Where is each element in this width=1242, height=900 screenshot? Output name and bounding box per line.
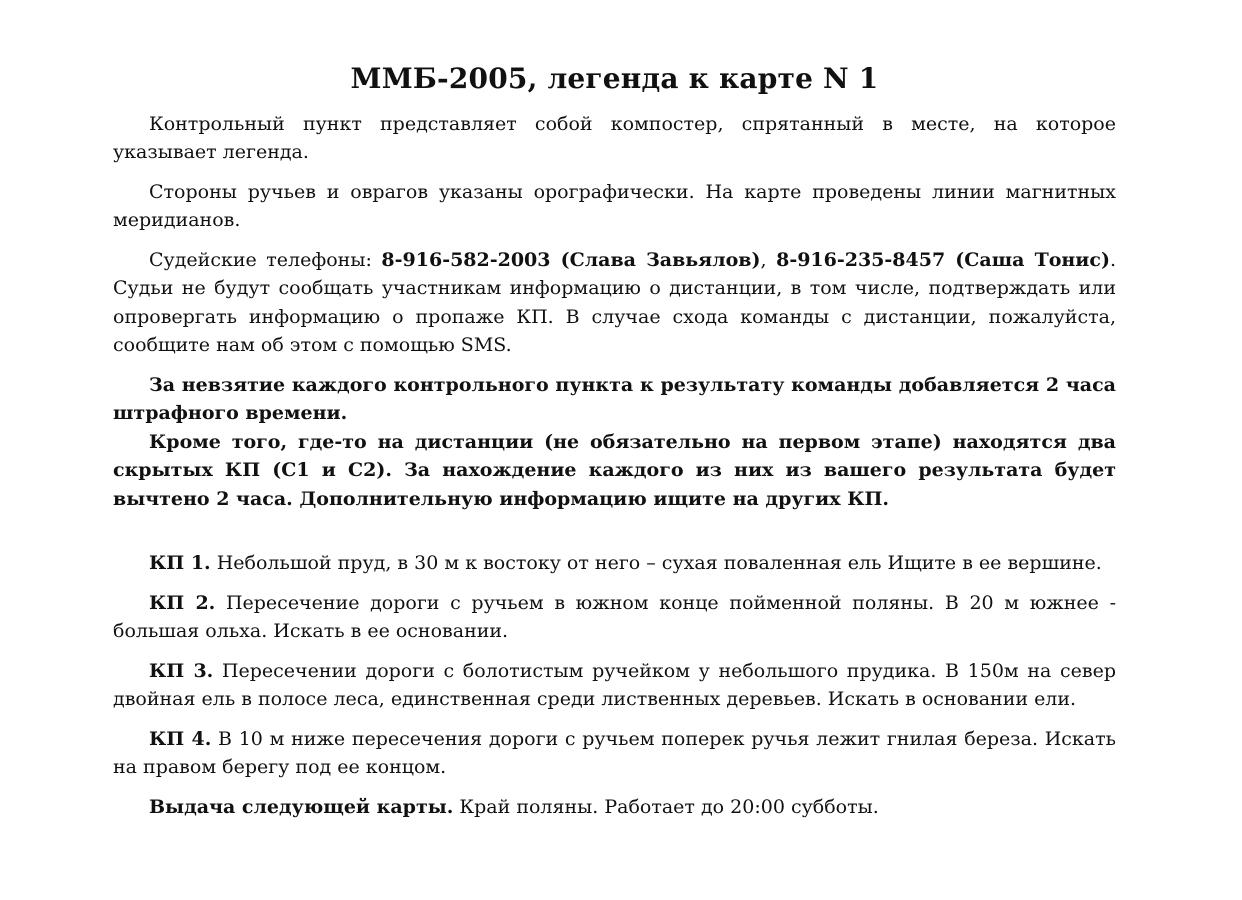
phones-info-text: . Судьи не будут сообщать участникам информацию о дистанции, в том числе, подтверждать или опровергать информацию о пропаже КП. В случае схода команды с дистанции, пожалуйста, сообщите нам об этом с помощью SMS. xyxy=(113,248,1116,357)
judge-phone-1: 8-916-582-2003 (Слава Завьялов) xyxy=(381,248,761,271)
phones-paragraph xyxy=(113,246,1116,360)
checkpoint-4-description: В 10 м ниже пересечения дороги с ручьем поперек ручья лежит гнилая береза. Искать на правом берегу под ее концом. xyxy=(113,727,1116,779)
penalty-paragraph: За невзятие каждого контрольного пункта к результату команды добавляется 2 часа штрафного времени. xyxy=(113,373,1116,425)
checkpoint-2-description: Пересечение дороги с ручьем в южном конце пойменной поляны. В 20 м южнее - большая ольха. Искать в ее основании. xyxy=(113,591,1116,643)
judge-phone-2: 8-916-235-8457 (Саша Тонис) xyxy=(776,248,1110,271)
phones-separator: , xyxy=(760,248,777,271)
checkpoint-2-item xyxy=(113,589,1116,646)
checkpoint-2-label: КП 2. xyxy=(149,591,216,614)
hidden-checkpoints-paragraph: Кроме того, где-то на дистанции (не обязательно на первом этапе) находятся два скрытых КП (С1 и С2). За нахождение каждого из них из вашего результата будет вычтено 2 часа. Дополнительную информацию ищите на других КП. xyxy=(113,430,1116,510)
phones-label: Судейские телефоны: xyxy=(149,248,382,271)
checkpoint-1-item xyxy=(113,549,1116,578)
checkpoint-1-description: Небольшой пруд, в 30 м к востоку от него – сухая поваленная ель Ищите в ее вершине. xyxy=(210,552,1102,575)
next-map-label: Выдача следующей карты. xyxy=(149,795,454,818)
page-title: ММБ-2005, легенда к карте N 1 xyxy=(350,62,879,95)
checkpoint-3-label: КП 3. xyxy=(149,659,214,682)
checkpoint-4-label: КП 4. xyxy=(149,727,212,750)
checkpoint-3-description: Пересечении дороги с болотистым ручейком у небольшого прудика. В 150м на север двойная ель в полосе леса, единственная среди лиственных деревьев. Искать в основании ели. xyxy=(113,659,1116,711)
intro-paragraph-control-point: Контрольный пункт представляет собой компостер, спрятанный в месте, на которое указывает легенда. xyxy=(113,112,1116,164)
checkpoint-1-label: КП 1. xyxy=(149,552,211,575)
intro-paragraph-orography: Стороны ручьев и оврагов указаны орографически. На карте проведены линии магнитных меридианов. xyxy=(113,180,1116,232)
next-map-description: Край поляны. Работает до 20:00 субботы. xyxy=(453,795,879,818)
next-map-item xyxy=(113,793,1116,822)
checkpoint-4-item xyxy=(113,725,1116,782)
checkpoint-3-item xyxy=(113,657,1116,714)
